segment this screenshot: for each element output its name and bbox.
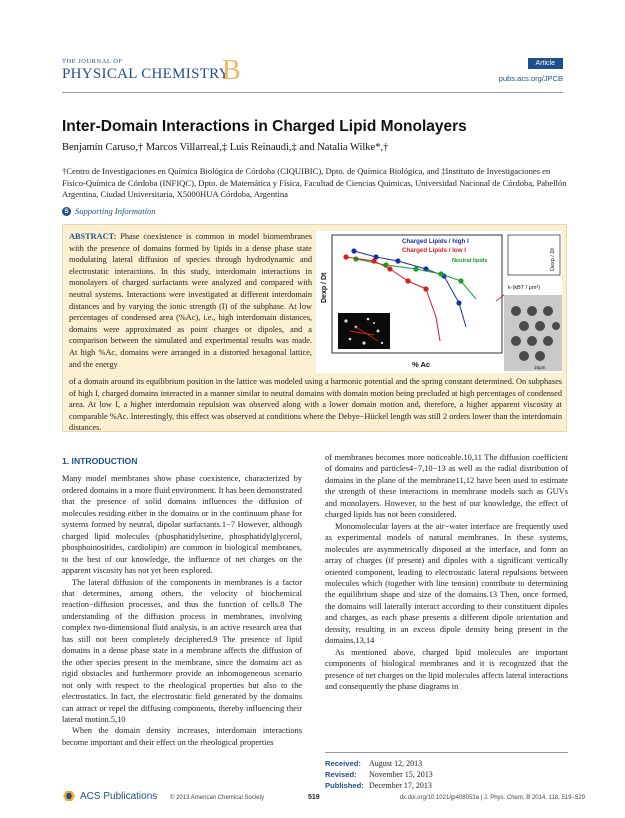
received-label: Received: <box>325 759 361 768</box>
section-heading-introduction: 1. INTRODUCTION <box>62 456 138 466</box>
supporting-info-icon: S <box>62 207 71 216</box>
abstract-text-bottom: of a domain around its equilibrium position in the lattice was modeled using a harmonic potential and the spring constant determined. On subphases of high I, charged domains interacted in a manner similar to neutral domains with domain motion being precluded at high percentages of condensed area. At low I, a higher interdomain repulsion was observed along with a lower domain motion and, therefore, a higher apparent viscosity at comparable %Ac. Interestingly, this effect was observed at conditions where the Debye−Hückel length was still 2 orders lower than the interdomain distances. <box>69 377 562 433</box>
journal-logo-letter: B <box>222 55 241 86</box>
point-low-i <box>371 258 376 263</box>
right-y-label: Dexp / Dt <box>550 248 556 271</box>
legend-low-i: Charged Lipids / low I <box>402 247 466 254</box>
received-date: August 12, 2013 <box>369 759 423 768</box>
intro-paragraph-5: Monomolecular layers at the air−water interface are frequently used as experimental models of natural membranes. In these systems, molecules are asymmetrically disposed at the interface, and form an array of charges (if present) and dipoles with a significant vertically oriented component, leading to electrostatic lateral repulsions between molecules which (together with line tension) contribute to determining the equilibrium shape and size of the domains.13 Then, once formed, the domains will laterally interact according to their constituent dipoles and charges, as each phase presents a different dipole orientation and density, resulting in an excess dipole density being present in the domains.13,14 <box>325 521 568 646</box>
publisher-name: ACS Publications <box>80 790 158 802</box>
supporting-information-link[interactable] <box>62 206 156 216</box>
legend-high-i: Charged Lipids / high I <box>402 238 469 245</box>
point-neutral <box>458 278 463 283</box>
legend-neutral: Neutral lipids <box>452 258 488 264</box>
paper-title: Inter-Domain Interactions in Charged Lipid Monolayers <box>62 118 467 135</box>
abstract-label: ABSTRACT: <box>69 232 117 241</box>
intro-paragraph-6: As mentioned above, charged lipid molecules are important components of biological membranes and it is recognized that the presence of net charges on the lipid molecules affects lateral interactions and consequently the phase diagrams in <box>325 647 568 692</box>
doi-citation[interactable]: dx.doi.org/10.1021/jp408053a | J. Phys. Chem. B 2014, 118, 519−529 <box>399 795 585 801</box>
page-number: 519 <box>308 794 320 801</box>
left-column <box>62 456 302 748</box>
abstract-body-a: Phase coexistence is common in model biomembranes with the presence of domains formed by lipids in a dense phase state modulating lateral diffusion of species through hydrodynamic and electrostatic interactions. In this study, interdomain interactions in monolayers of charged surfactants were analyzed and compared with neutral systems. Interactions were investigated at different interdomain distances and by varying the ionic strength (I) of the subphase. At low percentages of condensed area (%Ac), i.e., high interdomain distances, domains were approximated as point charges or dipoles, and a comparison between the simulated and experimental results was made. At high %Ac, domains were arranged in a distorted hexagonal lattice, and the energy <box>69 232 312 369</box>
revised-date: November 15, 2013 <box>369 770 433 779</box>
journal-logo[interactable] <box>62 55 241 86</box>
supporting-info-label: Supporting Information <box>75 206 156 216</box>
page-footer <box>62 790 585 806</box>
acs-publications-logo[interactable] <box>62 790 157 802</box>
acs-hexagon-icon <box>62 790 76 802</box>
revised-label: Revised: <box>325 770 357 779</box>
right-column <box>325 452 568 693</box>
intro-paragraph-3: When the domain density increases, interdomain interactions become important and their effect on the rheological properties <box>62 726 302 747</box>
x-axis-label: % Ac <box>412 360 431 369</box>
header-divider <box>62 92 563 93</box>
scale-bar-label: 10μm <box>534 365 546 370</box>
journal-url-link[interactable]: pubs.acs.org/JPCB <box>498 74 563 83</box>
point-low-i <box>343 254 348 259</box>
point-neutral <box>413 266 418 271</box>
abstract-box <box>62 224 567 432</box>
journal-logo-the: THE JOURNAL OF <box>62 58 123 65</box>
affiliations: †Centro de Investigaciones en Química Biológica de Córdoba (CIQUIBIC), Dpto. de Química Biológica, and ‡Instituto de Investigaciones en Fisico-Química de Córdoba (INFIQC), Dpto. de Matemática y Física, Facultad de Ciencias Químicas, Universidad Nacional de Córdoba, Pabellón Argentina, Ciudad Universitaria, X5000HUA Córdoba, Argentina <box>62 166 567 199</box>
point-high-i <box>395 258 400 263</box>
point-low-i <box>423 286 428 291</box>
point-high-i <box>456 300 461 305</box>
article-type-badge: Article <box>528 58 563 69</box>
copyright: © 2013 American Chemical Society <box>170 795 265 801</box>
toc-graphic-svg <box>316 231 562 373</box>
author-list: Benjamín Caruso,† Marcos Villarreal,‡ Luis Reinaudi,‡ and Natalia Wilke*,† <box>62 142 389 153</box>
toc-graphic <box>316 231 562 373</box>
y-axis-label: Dexp / Dt <box>321 272 328 303</box>
point-low-i <box>387 266 392 271</box>
published-label: Published: <box>325 781 364 790</box>
intro-paragraph-2: The lateral diffusion of the components in membranes is a factor that determines, among others, the velocity of biochemical reaction−diffusion processes, and thus the function of cells.8 The understanding of the diffusion process in membranes, involving complex two-dimensional fluid analysis, is an active research area that has still not been completely deciphered.9 The presence of lipid domains in a dense phase state in a membrane affects the diffusion of the other species present in the membrane, since the domains act as rigid obstacles and furthermore provide an inhomogeneous scenario not only with respect to the rheological properties but also to the electrostatics. In fact, the electrostatic field generated by the domains can attract or repel the diffusing components, thereby influencing their lateral motion.5,10 <box>62 577 302 724</box>
published-date: December 17, 2013 <box>369 781 432 790</box>
publication-dates <box>325 752 568 791</box>
k-label: k·(kBT / μm²) <box>508 285 541 291</box>
point-low-i <box>405 278 410 283</box>
abstract-text-top <box>69 231 312 370</box>
point-high-i <box>351 248 356 253</box>
intro-paragraph-4: of membranes becomes more noticeable.10,11 The diffusion coefficient of domains and particles4−7,10−13 as well as the radial distribution of domains in the plane of the membrane11,12 have been used to estimate the strength of these interactions in membrane models such as GUVs and monolayers. However, to the best of our knowledge, the effect of charged lipids has not been considered. <box>325 453 568 520</box>
intro-paragraph-1: Many model membranes show phase coexistence, characterized by ordered domains in a more fluid environment. It has been demonstrated that the presence of solid domains influences the diffusion of molecules residing either in the domains or in the continuum phase for systems formed by neutral, dipolar surfactants.1−7 However, although charged lipid molecules (phosphatidylserine, phosphatidylglycerol, phosphoinositides, cardiolipin) are common in biological membranes, to the best of our knowledge, the influence of net charges on the apparent viscosity has not yet been explored. <box>62 474 302 576</box>
journal-logo-name: PHYSICAL CHEMISTRY <box>62 66 230 82</box>
point-neutral <box>438 271 443 276</box>
